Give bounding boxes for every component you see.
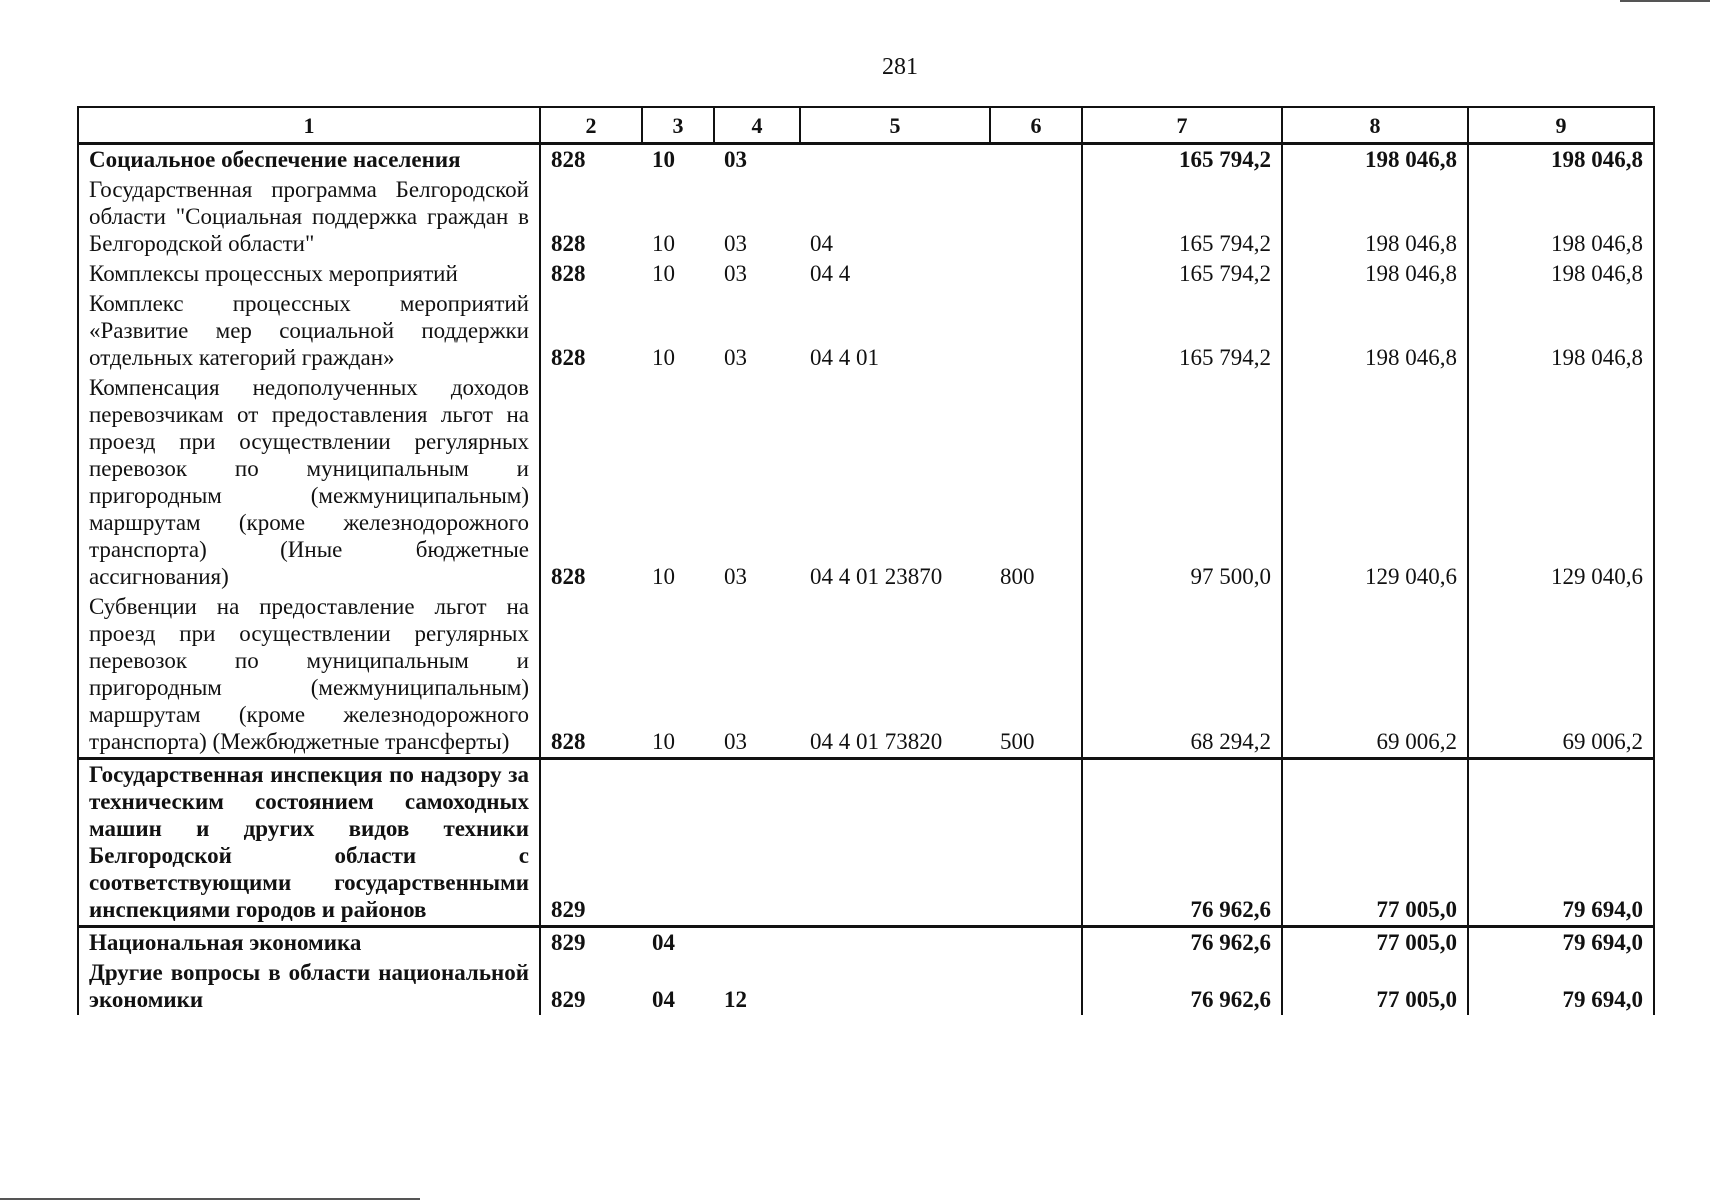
row-value-cell — [990, 175, 1082, 259]
budget-table — [77, 106, 1655, 1015]
table-row — [78, 958, 1654, 1015]
row-value-cell — [800, 958, 990, 1015]
row-label-cell: Государственная программа Белгородской области "Социальная поддержка граждан в Белгородской области" — [78, 175, 540, 259]
row-value-cell: 198 046,8 — [1282, 259, 1468, 289]
row-value-cell: 828 — [540, 259, 642, 289]
table-row — [78, 175, 1654, 259]
row-value-cell: 76 962,6 — [1082, 759, 1282, 927]
row-value-cell: 829 — [540, 927, 642, 959]
column-header: 6 — [990, 107, 1082, 144]
row-value-cell: 77 005,0 — [1282, 958, 1468, 1015]
column-header: 1 — [78, 107, 540, 144]
page-number: 281 — [882, 54, 918, 80]
row-value-cell: 04 4 01 23870 — [810, 564, 943, 589]
table-row — [78, 144, 1654, 176]
row-value-cell: 198 046,8 — [1468, 175, 1654, 259]
table-row — [78, 927, 1654, 959]
row-value-cell — [990, 259, 1082, 289]
row-value-cell: 129 040,6 — [1468, 373, 1654, 592]
row-label-cell: Комплексы процессных мероприятий — [78, 259, 540, 289]
row-value-cell: 03 — [724, 729, 747, 754]
scan-edge-mark — [1620, 0, 1710, 2]
row-value-cell: 829 — [540, 759, 642, 927]
row-label-cell: Компенсация недополученных доходов перевозчикам от предоставления льгот на проезд при осуществлении регулярных перевозок по муниципальным и пригородным (межмуниципальным) маршрутам (кроме железнодорожного транспорта) (Иные бюджетные ассигнования) — [78, 373, 540, 592]
table-header-row — [78, 107, 1654, 144]
row-value-cell: 10 — [652, 564, 675, 589]
row-value-cell: 828 — [540, 289, 642, 373]
row-value-cell: 04 4 01 73820 — [810, 729, 943, 754]
row-value-cell: 828 — [540, 592, 642, 759]
row-value-cell — [714, 759, 800, 927]
row-value-cell: 04 4 — [810, 261, 851, 286]
row-value-cell: 97 500,0 — [1082, 373, 1282, 592]
row-value-cell — [990, 759, 1082, 927]
row-value-cell: 79 694,0 — [1468, 927, 1654, 959]
row-value-cell: 198 046,8 — [1468, 289, 1654, 373]
row-value-cell — [990, 958, 1082, 1015]
table-row — [78, 759, 1654, 927]
row-value-cell: 68 294,2 — [1082, 592, 1282, 759]
row-value-cell: 828 — [540, 373, 642, 592]
row-value-cell: 198 046,8 — [1282, 144, 1468, 176]
row-value-cell: 79 694,0 — [1468, 958, 1654, 1015]
row-value-cell: 10 — [652, 345, 675, 370]
row-value-cell — [800, 144, 990, 176]
column-header: 3 — [642, 107, 714, 144]
row-value-cell: 03 — [724, 345, 747, 370]
row-value-cell — [990, 927, 1082, 959]
row-value-cell: 198 046,8 — [1468, 259, 1654, 289]
row-value-cell — [800, 927, 990, 959]
row-value-cell: 04 — [642, 927, 714, 959]
row-value-cell: 03 — [724, 564, 747, 589]
row-value-cell: 129 040,6 — [1282, 373, 1468, 592]
row-value-cell: 76 962,6 — [1082, 958, 1282, 1015]
row-value-cell: 829 — [540, 958, 642, 1015]
row-value-cell: 10 — [652, 729, 675, 754]
row-label-cell: Комплекс процессных мероприятий «Развитие мер социальной поддержки отдельных категорий граждан» — [78, 289, 540, 373]
row-value-cell: 10 — [652, 231, 675, 256]
table-row — [78, 289, 1654, 373]
row-value-cell — [800, 759, 990, 927]
row-value-cell: 165 794,2 — [1082, 144, 1282, 176]
column-header: 5 — [800, 107, 990, 144]
column-header: 9 — [1468, 107, 1654, 144]
row-value-cell: 165 794,2 — [1082, 175, 1282, 259]
row-label-cell: Государственная инспекция по надзору за техническим состоянием самоходных машин и других видов техники Белгородской области с соответствующими государственными инспекциями городов и районов — [78, 759, 540, 927]
row-value-cell: 198 046,8 — [1468, 144, 1654, 176]
column-header: 2 — [540, 107, 642, 144]
row-value-cell: 10 — [652, 147, 675, 172]
row-value-cell: 500 — [990, 592, 1082, 759]
column-header: 4 — [714, 107, 800, 144]
row-value-cell: 69 006,2 — [1282, 592, 1468, 759]
row-value-cell — [642, 759, 714, 927]
row-value-cell — [714, 927, 800, 959]
row-value-cell: 165 794,2 — [1082, 259, 1282, 289]
row-value-cell: 77 005,0 — [1282, 759, 1468, 927]
row-label-cell: Другие вопросы в области национальной экономики — [78, 958, 540, 1015]
row-value-cell: 03 — [724, 261, 747, 286]
row-value-cell: 04 4 01 — [810, 345, 879, 370]
row-label-cell: Национальная экономика — [78, 927, 540, 959]
row-value-cell: 77 005,0 — [1282, 927, 1468, 959]
row-value-cell: 03 — [724, 231, 747, 256]
row-value-cell — [990, 144, 1082, 176]
row-label-cell: Социальное обеспечение населения — [78, 144, 540, 176]
table-row — [78, 259, 1654, 289]
row-value-cell: 10 — [652, 261, 675, 286]
row-value-cell: 69 006,2 — [1468, 592, 1654, 759]
column-header: 8 — [1282, 107, 1468, 144]
row-value-cell: 04 — [810, 231, 833, 256]
row-value-cell: 03 — [724, 147, 747, 172]
row-label-cell: Субвенции на предоставление льгот на проезд при осуществлении регулярных перевозок по муниципальным и пригородным (межмуниципальным) маршрутам (кроме железнодорожного транспорта) (Межбюджетные трансферты) — [78, 592, 540, 759]
row-value-cell: 165 794,2 — [1082, 289, 1282, 373]
table-row — [78, 592, 1654, 759]
row-value-cell: 198 046,8 — [1282, 175, 1468, 259]
row-value-cell: 12 — [724, 987, 747, 1012]
table-row — [78, 373, 1654, 592]
row-value-cell: 800 — [990, 373, 1082, 592]
row-value-cell: 79 694,0 — [1468, 759, 1654, 927]
row-value-cell: 198 046,8 — [1282, 289, 1468, 373]
column-header: 7 — [1082, 107, 1282, 144]
row-value-cell: 04 — [652, 987, 675, 1012]
row-value-cell: 828 — [540, 175, 642, 259]
row-value-cell: 76 962,6 — [1082, 927, 1282, 959]
row-value-cell: 828 — [540, 144, 642, 176]
row-value-cell — [990, 289, 1082, 373]
